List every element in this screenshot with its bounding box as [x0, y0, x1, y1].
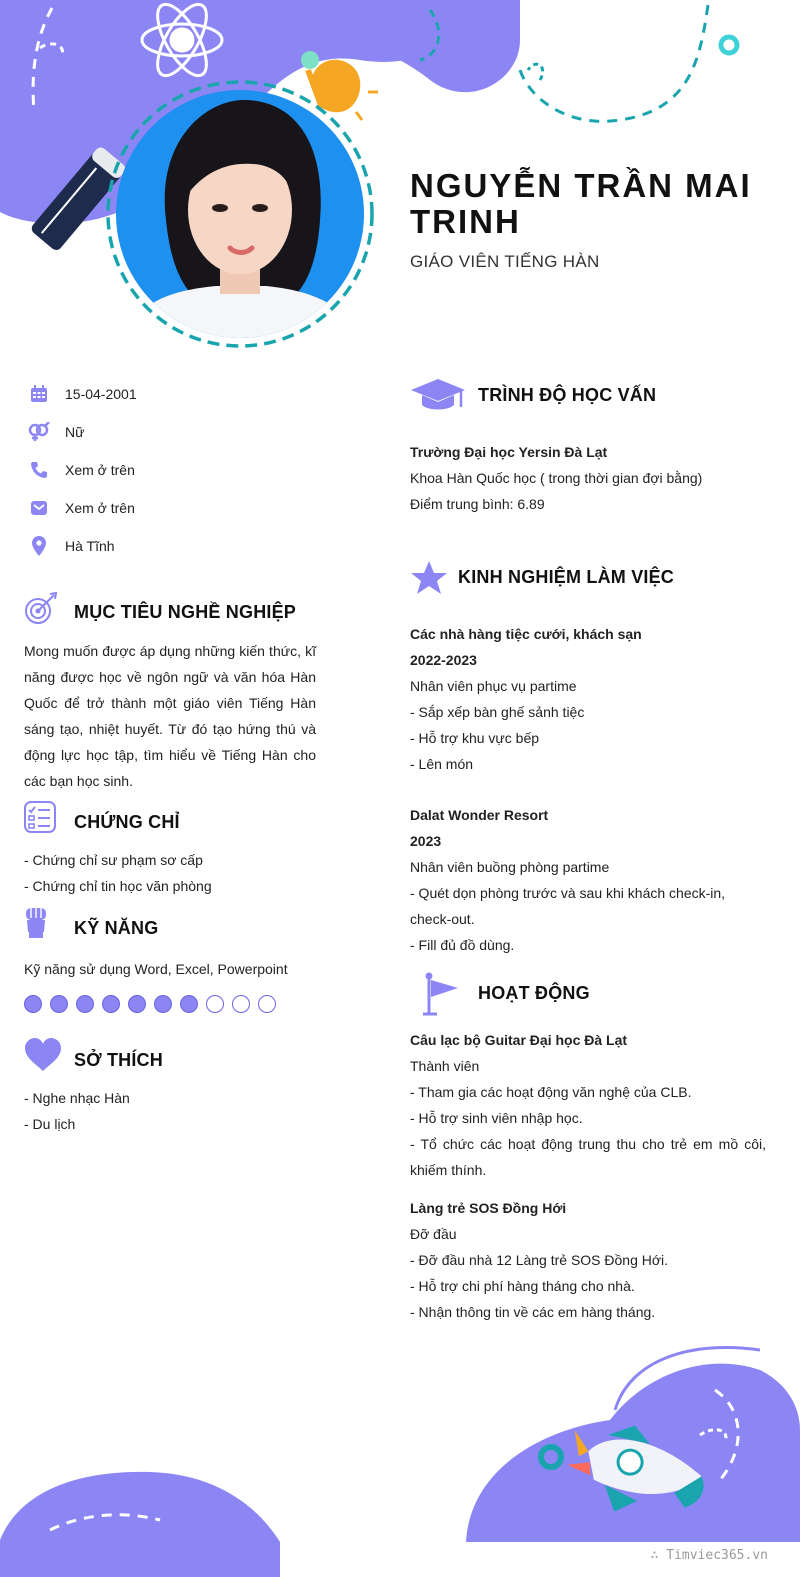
- objective-text: Mong muốn được áp dụng những kiến thức, kĩ năng được học về ngôn ngữ và văn hóa Hàn Quốc để trở thành một giáo viên Tiếng Hàn sáng tạo, nhiệt huyết. Từ đó tạo hứng thú và động lực học tập, tìm hiểu về Tiếng Hàn cho các bạn học sinh.: [24, 643, 316, 789]
- contact-address: [28, 534, 115, 558]
- activity-task: - Nhận thông tin về các em hàng tháng.: [410, 1304, 656, 1320]
- hobby-item: - Du lịch: [24, 1116, 76, 1132]
- activity-task: - Tham gia các hoạt động văn nghệ của CLB.: [410, 1084, 692, 1100]
- email-icon: [28, 497, 50, 519]
- contact-gender: [28, 420, 84, 444]
- address-text: Hà Tĩnh: [65, 538, 115, 554]
- activities-title: HOẠT ĐỘNG: [478, 983, 590, 1003]
- skill-dot-filled: [180, 995, 198, 1013]
- flag-icon: [420, 972, 460, 1016]
- job-task: - Fill đủ đồ dùng.: [410, 937, 515, 953]
- job-company: Các nhà hàng tiệc cưới, khách sạn: [410, 626, 642, 642]
- job-title: GIÁO VIÊN TIẾNG HÀN: [410, 252, 600, 271]
- certificates-list: [24, 847, 212, 899]
- activity-org: Làng trẻ SOS Đồng Hới: [410, 1200, 567, 1216]
- activity-role: Đỡ đầu: [410, 1226, 457, 1242]
- experience-job-1: [410, 621, 766, 777]
- phone-icon: [28, 459, 50, 481]
- activity-task: - Hỗ trợ chi phí hàng tháng cho nhà.: [410, 1278, 635, 1294]
- activity-role: Thành viên: [410, 1058, 480, 1074]
- job-position: Nhân viên phục vụ partime: [410, 678, 577, 694]
- job-task: - Lên món: [410, 756, 474, 772]
- hobby-item: - Nghe nhạc Hàn: [24, 1090, 130, 1106]
- objective-title: MỤC TIÊU NGHỀ NGHIỆP: [74, 602, 297, 622]
- heart-icon: [24, 1038, 62, 1072]
- birthday-text: 15-04-2001: [65, 386, 137, 402]
- job-period: 2022-2023: [410, 652, 477, 668]
- activity-org: Câu lạc bộ Guitar Đại học Đà Lạt: [410, 1032, 628, 1048]
- hobbies-title: SỞ THÍCH: [74, 1050, 163, 1070]
- skill-dot-empty: [206, 995, 224, 1013]
- job-task: - Hỗ trợ khu vực bếp: [410, 730, 540, 746]
- skill-rating: [24, 995, 276, 1013]
- skill-dot-filled: [102, 995, 120, 1013]
- activity-1: [410, 1027, 766, 1183]
- hobbies-list: [24, 1085, 130, 1137]
- activity-2: [410, 1195, 766, 1325]
- certificates-title: CHỨNG CHỈ: [74, 812, 180, 832]
- star-icon: [410, 560, 448, 596]
- education-title: TRÌNH ĐỘ HỌC VẤN: [478, 385, 657, 405]
- contact-phone: [28, 458, 135, 482]
- gender-text: Nữ: [65, 424, 85, 440]
- skill-dot-filled: [24, 995, 42, 1013]
- job-period: 2023: [410, 833, 442, 849]
- activity-task: - Hỗ trợ sinh viên nhập học.: [410, 1110, 583, 1126]
- skills-title: KỸ NĂNG: [74, 918, 159, 938]
- contact-email: [28, 496, 135, 520]
- checklist-icon: [24, 801, 56, 833]
- calendar-icon: [28, 383, 50, 405]
- graduation-cap-icon: [410, 377, 466, 413]
- school-gpa: Điểm trung bình: 6.89: [410, 496, 545, 512]
- job-task: - Quét dọn phòng trước và sau khi khách check-in, check-out.: [410, 885, 726, 927]
- skill-dot-filled: [76, 995, 94, 1013]
- experience-title: KINH NGHIỆM LÀM VIỆC: [458, 567, 675, 587]
- activity-task: - Đỡ đầu nhà 12 Làng trẻ SOS Đồng Hới.: [410, 1252, 669, 1268]
- fist-icon: [24, 906, 48, 940]
- email-text: Xem ở trên: [65, 500, 135, 516]
- location-pin-icon: [28, 535, 50, 557]
- skill-dot-empty: [232, 995, 250, 1013]
- job-position: Nhân viên buồng phòng partime: [410, 859, 610, 875]
- phone-text: Xem ở trên: [65, 462, 135, 478]
- experience-job-2: [410, 802, 766, 958]
- skill-dot-empty: [258, 995, 276, 1013]
- contact-birthday: [28, 382, 137, 406]
- activity-task: - Tổ chức các hoạt động trung thu cho trẻ em mồ côi, khiếm thính.: [410, 1136, 766, 1178]
- skill-dot-filled: [50, 995, 68, 1013]
- skill-dot-filled: [128, 995, 146, 1013]
- gender-icon: [28, 421, 50, 443]
- footer-decoration: [0, 1330, 800, 1577]
- school-name: Trường Đại học Yersin Đà Lạt: [410, 444, 608, 460]
- job-task: - Sắp xếp bàn ghế sảnh tiệc: [410, 704, 585, 720]
- school-major: Khoa Hàn Quốc học ( trong thời gian đợi bằng): [410, 470, 703, 486]
- certificate-item: - Chứng chỉ sư phạm sơ cấp: [24, 852, 203, 868]
- skills-text: Kỹ năng sử dụng Word, Excel, Powerpoint: [24, 961, 288, 977]
- certificate-item: - Chứng chỉ tin học văn phòng: [24, 878, 212, 894]
- skill-dot-filled: [154, 995, 172, 1013]
- job-company: Dalat Wonder Resort: [410, 807, 549, 823]
- avatar: [116, 90, 364, 338]
- target-icon: [24, 592, 58, 626]
- watermark: ∴ Timviec365.vn: [650, 1548, 768, 1563]
- candidate-name: NGUYỄN TRẦN MAI TRINH: [410, 167, 752, 240]
- education-details: [410, 439, 766, 517]
